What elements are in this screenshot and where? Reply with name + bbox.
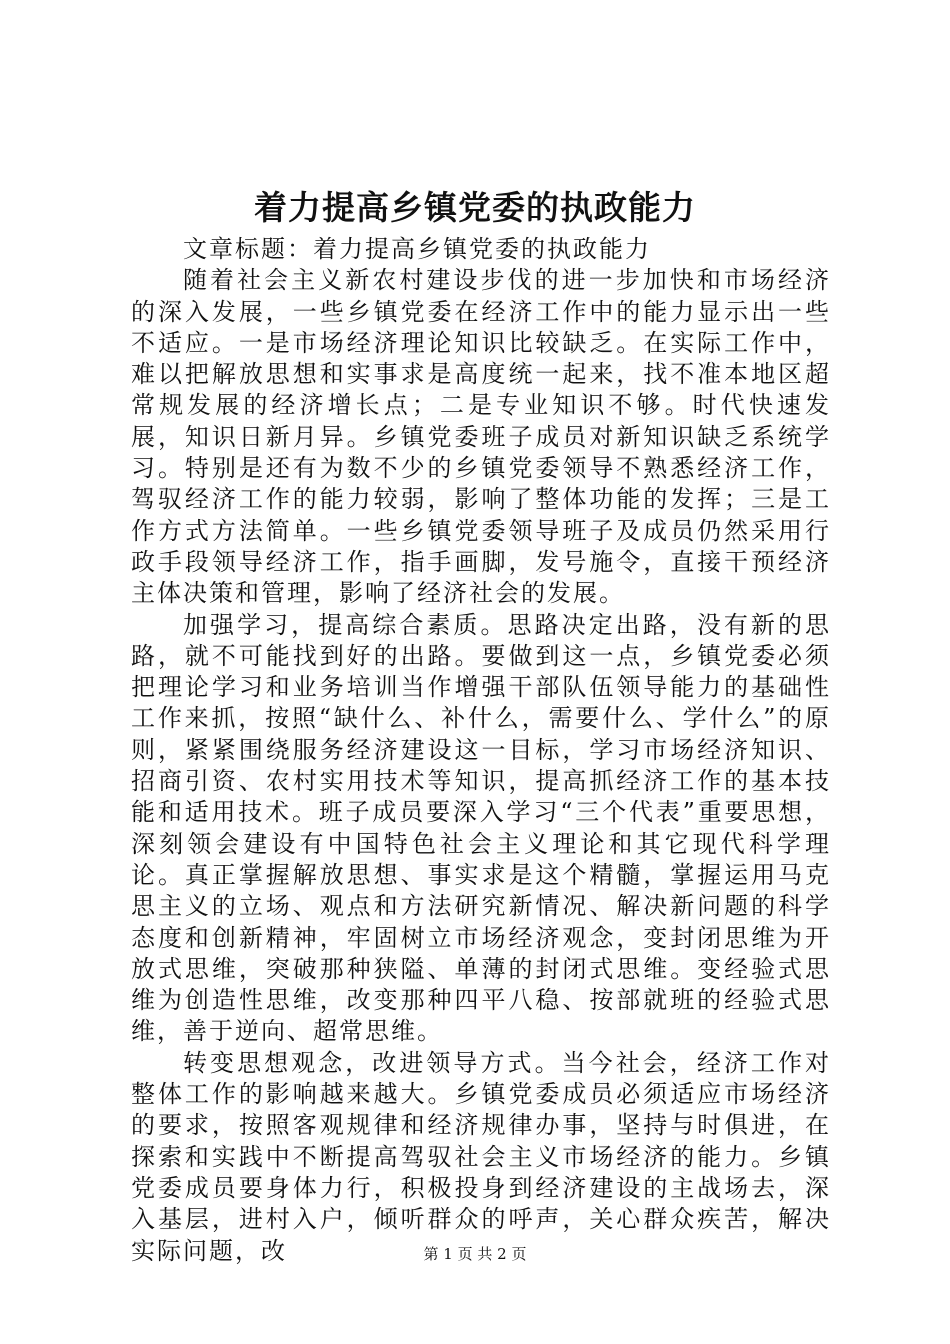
- paragraph-leadership: 转变思想观念，改进领导方式。当今社会，经济工作对整体工作的影响越来越大。乡镇党委成员必须适应市场经济的要求，按照客观规律和经济规律办事，坚持与时俱进，在探索和实践中不断提高驾驭社会主义市场经济的能力。乡镇党委成员要身体力行，积极投身到经济建设的主战场去，深入基层，进村入户，倾听群众的呼声，关心群众疾苦，解决实际问题，改: [131, 1048, 831, 1265]
- document-body: [131, 234, 831, 1267]
- article-title-line: 文章标题：着力提高乡镇党委的执政能力: [183, 235, 651, 263]
- paragraph-study: 加强学习，提高综合素质。思路决定出路，没有新的思路，就不可能找到好的出路。要做到这一点，乡镇党委必须把理论学习和业务培训当作增强干部队伍领导能力的基础性工作来抓，按照“缺什么、补什么，需要什么、学什么”的原则，紧紧围绕服务经济建设这一目标，学习市场经济知识、招商引资、农村实用技术等知识，提高抓经济工作的基本技能和适用技术。班子成员要深入学习“三个代表”重要思想，深刻领会建设有中国特色社会主义理论和其它现代科学理论。真正掌握解放思想、事实求是这个精髓，掌握运用马克思主义的立场、观点和方法研究新情况、解决新问题的科学态度和创新精神，牢固树立市场经济观念，变封闭思维为开放式思维，突破那种狭隘、单薄的封闭式思维。变经验式思维为创造性思维，改变那种四平八稳、按部就班的经验式思维，善于逆向、超常思维。: [131, 610, 831, 1046]
- paragraph-intro: 随着社会主义新农村建设步伐的进一步加快和市场经济的深入发展，一些乡镇党委在经济工作中的能力显示出一些不适应。一是市场经济理论知识比较缺乏。在实际工作中，难以把解放思想和实事求是高度统一起来，找不准本地区超常规发展的经济增长点；二是专业知识不够。时代快速发展，知识日新月异。乡镇党委班子成员对新知识缺乏系统学习。特别是还有为数不少的乡镇党委领导不熟悉经济工作，驾驭经济工作的能力较弱，影响了整体功能的发挥；三是工作方式方法简单。一些乡镇党委领导班子及成员仍然采用行政手段领导经济工作，指手画脚，发号施令，直接干预经济主体决策和管理，影响了经济社会的发展。: [131, 266, 831, 608]
- document-title: 着力提高乡镇党委的执政能力: [254, 188, 696, 227]
- page-number: 第 1 页 共 2 页: [423, 1245, 527, 1263]
